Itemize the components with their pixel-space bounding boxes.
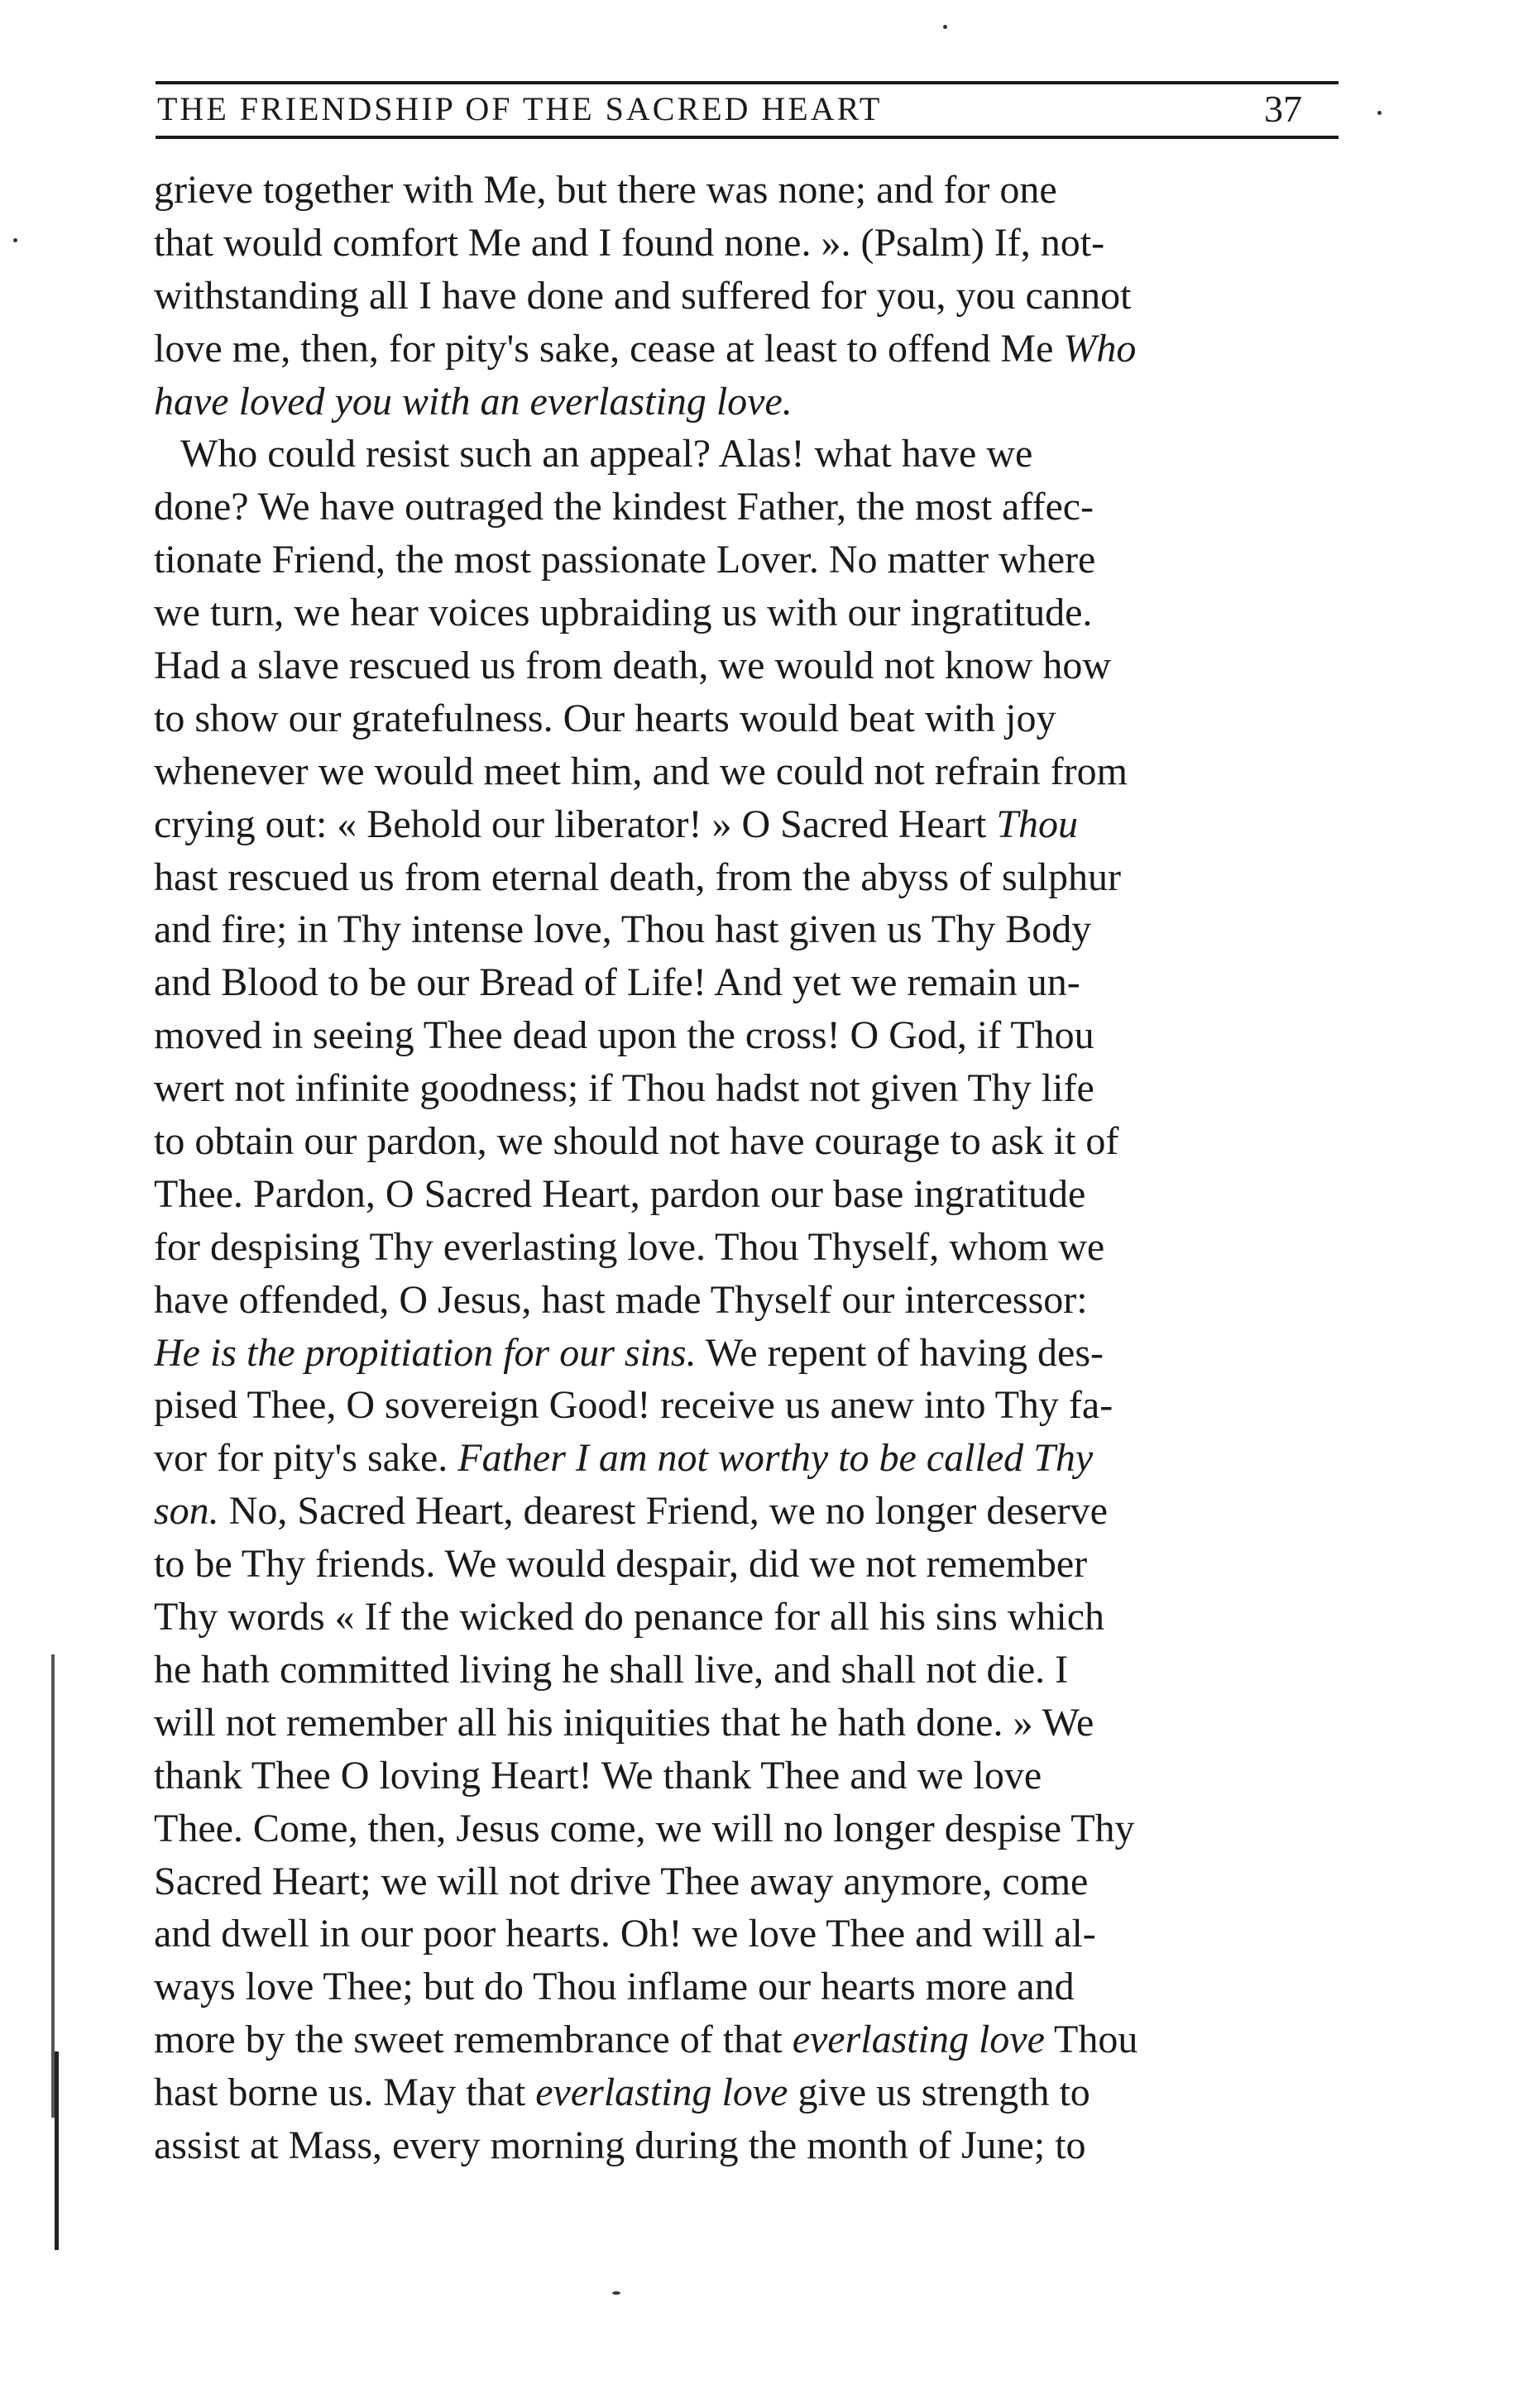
text-run: and fire; in Thy intense love, Thou hast given us Thy Body [154, 907, 1092, 952]
text-run: whenever we would meet him, and we could not refrain from [154, 749, 1128, 793]
italic-text: everlasting love [535, 2070, 788, 2115]
text-line [154, 851, 1362, 904]
text-run: grieve together with Me, but there was none; and for one [154, 168, 1057, 212]
text-line [154, 1908, 1362, 1960]
text-run: thank Thee O loving Heart! We thank Thee and we love [154, 1753, 1042, 1798]
text-run: ways love Thee; but do Thou inflame our hearts more and [154, 1965, 1075, 2009]
text-run: to show our gratefulness. Our hearts would beat with joy [154, 696, 1056, 740]
text-line [154, 481, 1362, 534]
text-run: give us strength to [788, 2070, 1090, 2115]
text-line [154, 323, 1362, 376]
italic-text: son. [154, 1489, 219, 1534]
text-line [154, 1855, 1362, 1908]
page-number: 37 [1264, 88, 1302, 130]
text-run: hast rescued us from eternal death, from the abyss of sulphur [154, 855, 1121, 899]
text-line [154, 1697, 1362, 1750]
italic-text: everlasting love [792, 2018, 1045, 2062]
text-run: and dwell in our poor hearts. Oh! we love Thee and will al- [154, 1912, 1096, 1956]
text-run: Had a slave rescued us from death, we would not know how [154, 644, 1112, 688]
text-line [154, 956, 1362, 1009]
italic-text: He is the propitiation for our sins. [154, 1330, 697, 1375]
scan-dot [943, 25, 947, 29]
text-line [154, 1168, 1362, 1221]
text-run: Thy words « If the wicked do penance for all his sins which [154, 1595, 1105, 1640]
text-run: for despising Thy everlasting love. Thou Thyself, whom we [154, 1224, 1105, 1269]
text-line [154, 1274, 1362, 1327]
text-line [154, 1379, 1362, 1432]
text-run: Thee. Pardon, O Sacred Heart, pardon our base ingratitude [154, 1171, 1086, 1216]
text-line [154, 164, 1362, 217]
text-run: withstanding all I have done and suffered for you, you cannot [154, 273, 1132, 318]
text-run: Who could resist such an appeal? Alas! what have we [180, 432, 1033, 476]
text-line [154, 2119, 1362, 2172]
text-line [154, 1960, 1362, 2013]
text-run: Sacred Heart; we will not drive Thee away anymore, come [154, 1859, 1089, 1903]
text-line [154, 903, 1362, 956]
text-line [154, 1221, 1362, 1274]
text-run: he hath committed living he shall live, and shall not die. I [154, 1647, 1069, 1692]
text-line [154, 376, 1362, 428]
text-run: and Blood to be our Bread of Life! And yet we remain un- [154, 960, 1080, 1005]
text-line [154, 428, 1362, 481]
text-run: we turn, we hear voices upbraiding us with our ingratitude. [154, 591, 1093, 635]
scan-dot [612, 2291, 620, 2295]
text-line [154, 586, 1362, 639]
text-run: moved in seeing Thee dead upon the cross! O God, if Thou [154, 1013, 1094, 1058]
text-run: We repent of having des- [696, 1330, 1104, 1375]
text-run: love me, then, for pity's sake, cease at least to offend Me [154, 326, 1064, 371]
scan-dot [1377, 111, 1382, 115]
text-line [154, 1802, 1362, 1855]
text-line [154, 692, 1362, 745]
text-run: crying out: « Behold our liberator! » O Sacred Heart [154, 802, 997, 846]
text-run: pised Thee, O sovereign Good! receive us anew into Thy fa- [154, 1383, 1114, 1428]
text-run: assist at Mass, every morning during the month of June; to [154, 2123, 1086, 2167]
text-line [154, 1062, 1362, 1115]
text-run: tionate Friend, the most passionate Lover. No matter where [154, 538, 1096, 582]
running-head: THE FRIENDSHIP OF THE SACRED HEART [157, 90, 883, 127]
text-line [154, 745, 1362, 798]
text-run: wert not infinite goodness; if Thou hadst not given Thy life [154, 1066, 1094, 1111]
text-run: more by the sweet remembrance of that [154, 2018, 793, 2062]
text-line [154, 1538, 1362, 1591]
text-run: to obtain our pardon, we should not have courage to ask it of [154, 1119, 1119, 1164]
italic-text: Who [1063, 326, 1137, 371]
text-run: to be Thy friends. We would despair, did we not remember [154, 1542, 1088, 1587]
italic-text: have loved you with an everlasting love. [154, 379, 793, 424]
scan-artifact [51, 1654, 55, 2118]
text-run: vor for pity's sake. [154, 1436, 458, 1481]
text-line [154, 1591, 1362, 1644]
text-run: Thee. Come, then, Jesus come, we will no longer despise Thy [154, 1806, 1135, 1850]
text-run: No, Sacred Heart, dearest Friend, we no longer deserve [218, 1489, 1108, 1534]
scan-artifact [55, 2051, 59, 2250]
text-line [154, 1115, 1362, 1168]
text-line [154, 798, 1362, 851]
italic-text: Thou [996, 802, 1079, 846]
text-line [154, 270, 1362, 323]
text-run: will not remember all his iniquities that he hath done. » We [154, 1700, 1094, 1745]
text-line [154, 1644, 1362, 1697]
text-line [154, 534, 1362, 586]
text-line [154, 639, 1362, 692]
text-run: done? We have outraged the kindest Father, the most affec- [154, 485, 1094, 529]
text-line [154, 1327, 1362, 1380]
text-run: that would comfort Me and I found none. ». (Psalm) If, not- [154, 220, 1105, 265]
text-line [154, 1485, 1362, 1538]
text-line [154, 2013, 1362, 2066]
body-text [154, 164, 1362, 2172]
text-line [154, 1750, 1362, 1802]
text-line [154, 2066, 1362, 2119]
text-line [154, 1432, 1362, 1485]
text-line [154, 217, 1362, 270]
text-run: have offended, O Jesus, hast made Thyself our intercessor: [154, 1277, 1088, 1322]
text-line [154, 1009, 1362, 1062]
text-run: hast borne us. May that [154, 2070, 536, 2115]
italic-text: Father I am not worthy to be called Thy [457, 1436, 1094, 1481]
scan-dot [13, 238, 17, 242]
text-run: Thou [1044, 2018, 1138, 2062]
